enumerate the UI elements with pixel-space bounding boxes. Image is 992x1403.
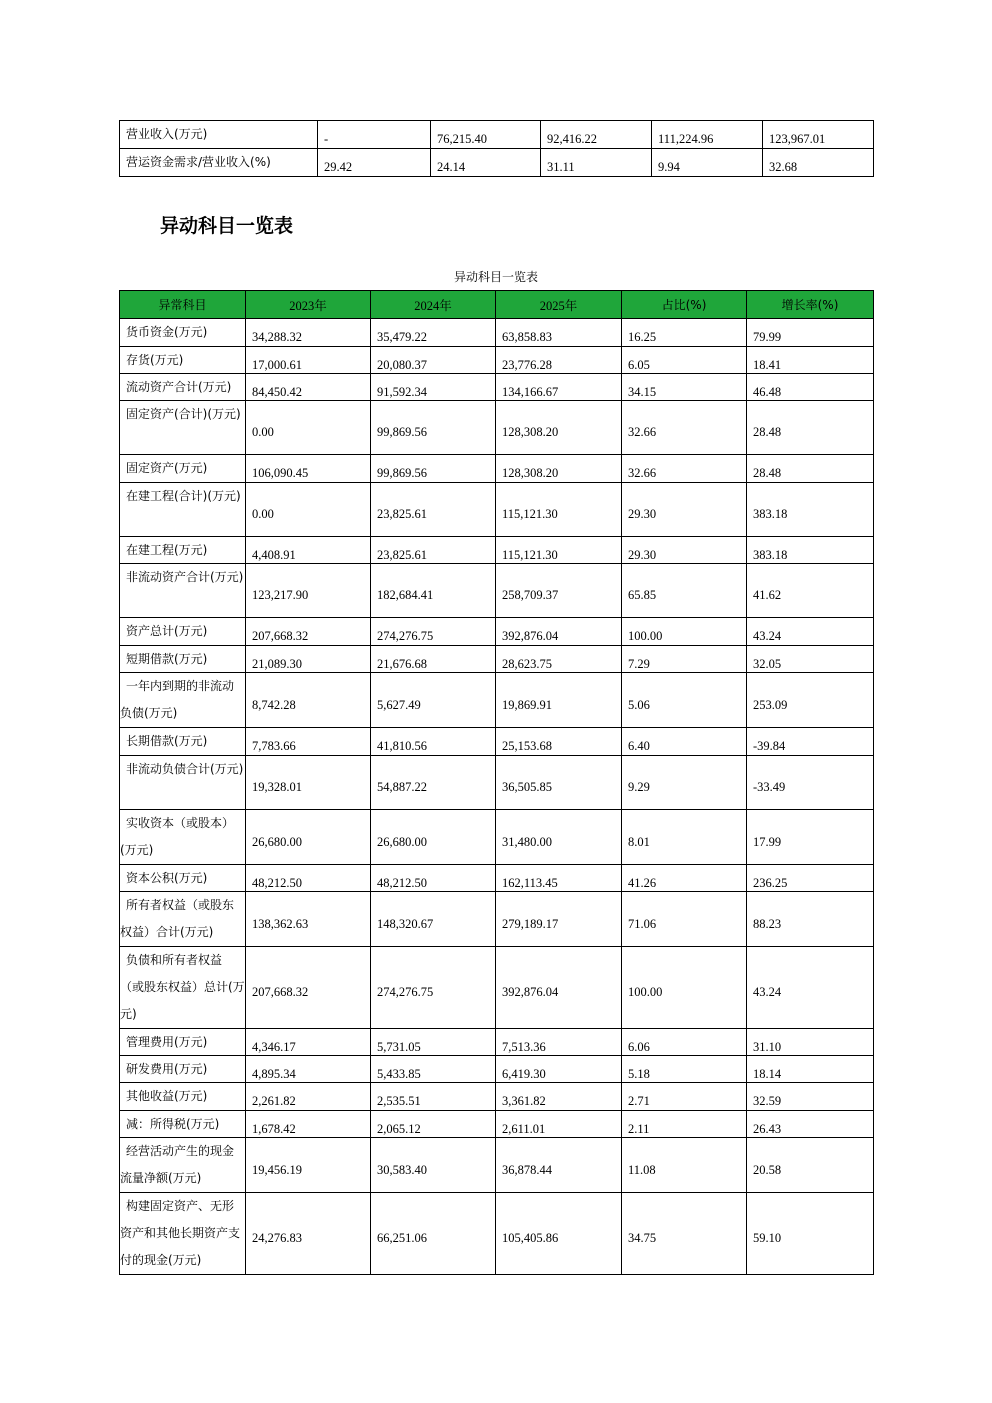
row-value: 88.23 [747, 892, 874, 947]
row-value: 46.48 [747, 374, 874, 401]
row-value: 34.15 [622, 374, 747, 401]
row-value: 29.30 [622, 537, 747, 564]
row-value: 29.42 [318, 149, 431, 177]
row-value: 4,895.34 [246, 1056, 371, 1083]
row-value: 41.62 [747, 564, 874, 618]
row-value: 31.11 [541, 149, 652, 177]
row-value: 21,676.68 [371, 646, 496, 673]
row-value: 19,328.01 [246, 756, 371, 810]
table-row [120, 483, 874, 537]
table-row [120, 947, 874, 1029]
table-row [120, 1029, 874, 1056]
row-value: 7,513.36 [496, 1029, 622, 1056]
row-value: 26.43 [747, 1111, 874, 1138]
row-value: - [318, 121, 431, 149]
row-value: 2,611.01 [496, 1111, 622, 1138]
row-value: 279,189.17 [496, 892, 622, 947]
row-value: 23,825.61 [371, 483, 496, 537]
row-value: 17.99 [747, 810, 874, 865]
row-value: 11.08 [622, 1138, 747, 1193]
row-value: 2,065.12 [371, 1111, 496, 1138]
row-value: 128,308.20 [496, 401, 622, 455]
row-label: 长期借款(万元) [120, 728, 246, 756]
row-value: 71.06 [622, 892, 747, 947]
row-value: 99,869.56 [371, 455, 496, 483]
row-value: 32.68 [763, 149, 874, 177]
row-value: 0.00 [246, 401, 371, 455]
row-value: 258,709.37 [496, 564, 622, 618]
row-value: 5,627.49 [371, 673, 496, 728]
row-label: 资本公积(万元) [120, 865, 246, 892]
row-value: 3,361.82 [496, 1083, 622, 1111]
row-label: 管理费用(万元) [120, 1029, 246, 1056]
row-value: 32.66 [622, 455, 747, 483]
row-label: 流动资产合计(万元) [120, 374, 246, 401]
row-label: 在建工程(万元) [120, 537, 246, 564]
table-row [120, 149, 874, 177]
row-value: 30,583.40 [371, 1138, 496, 1193]
row-value: 9.29 [622, 756, 747, 810]
row-value: 6.40 [622, 728, 747, 756]
table-caption: 异动科目一览表 [453, 270, 538, 284]
row-value: 32.59 [747, 1083, 874, 1111]
row-value: 111,224.96 [652, 121, 763, 149]
row-value: 48,212.50 [246, 865, 371, 892]
row-value: 5,731.05 [371, 1029, 496, 1056]
row-label: 其他收益(万元) [120, 1083, 246, 1111]
row-value: 19,456.19 [246, 1138, 371, 1193]
row-value: 148,320.67 [371, 892, 496, 947]
row-value: 7.29 [622, 646, 747, 673]
row-value: 392,876.04 [496, 947, 622, 1029]
row-value: 5,433.85 [371, 1056, 496, 1083]
row-value: 41,810.56 [371, 728, 496, 756]
row-value: 0.00 [246, 483, 371, 537]
header-share: 占比(%) [622, 291, 747, 319]
row-value: 253.09 [747, 673, 874, 728]
table-row [120, 1193, 874, 1275]
row-label: 存货(万元) [120, 347, 246, 374]
row-value: 105,405.86 [496, 1193, 622, 1275]
row-label: 所有者权益（或股东权益）合计(万元) [120, 892, 246, 947]
table-row [120, 892, 874, 947]
row-value: 7,783.66 [246, 728, 371, 756]
table-row [120, 121, 874, 149]
header-2024: 2024年 [371, 291, 496, 319]
row-value: 24.14 [431, 149, 541, 177]
row-value: -33.49 [747, 756, 874, 810]
row-value: 24,276.83 [246, 1193, 371, 1275]
row-value: 274,276.75 [371, 618, 496, 646]
row-label: 非流动负债合计(万元) [120, 756, 246, 810]
row-value: 76,215.40 [431, 121, 541, 149]
row-value: 115,121.30 [496, 483, 622, 537]
table-header-row [120, 291, 874, 319]
row-label: 资产总计(万元) [120, 618, 246, 646]
header-growth: 增长率(%) [747, 291, 874, 319]
row-value: 35,479.22 [371, 319, 496, 347]
anomaly-table [119, 290, 874, 1275]
row-label: 非流动资产合计(万元) [120, 564, 246, 618]
section-heading: 异动科目一览表 [160, 215, 294, 237]
row-value: 36,505.85 [496, 756, 622, 810]
row-label: 构建固定资产、无形资产和其他长期资产支付的现金(万元) [120, 1193, 246, 1275]
row-value: 5.06 [622, 673, 747, 728]
row-value: 2.71 [622, 1083, 747, 1111]
table-row [120, 1083, 874, 1111]
header-2023: 2023年 [246, 291, 371, 319]
row-value: 6,419.30 [496, 1056, 622, 1083]
row-value: 19,869.91 [496, 673, 622, 728]
table-row [120, 564, 874, 618]
table-row [120, 1056, 874, 1083]
table-row [120, 728, 874, 756]
row-value: 31,480.00 [496, 810, 622, 865]
row-value: 123,967.01 [763, 121, 874, 149]
row-label: 货币资金(万元) [120, 319, 246, 347]
row-label: 固定资产(合计)(万元) [120, 401, 246, 455]
row-label: 研发费用(万元) [120, 1056, 246, 1083]
row-value: 63,858.83 [496, 319, 622, 347]
row-value: 28,623.75 [496, 646, 622, 673]
row-value: 6.05 [622, 347, 747, 374]
row-value: 25,153.68 [496, 728, 622, 756]
table-row [120, 646, 874, 673]
row-label: 减：所得税(万元) [120, 1111, 246, 1138]
row-value: 128,308.20 [496, 455, 622, 483]
table-row [120, 673, 874, 728]
row-value: 123,217.90 [246, 564, 371, 618]
row-label: 经营活动产生的现金流量净额(万元) [120, 1138, 246, 1193]
row-value: 106,090.45 [246, 455, 371, 483]
row-value: 236.25 [747, 865, 874, 892]
row-value: 34,288.32 [246, 319, 371, 347]
row-value: 4,346.17 [246, 1029, 371, 1056]
row-value: 79.99 [747, 319, 874, 347]
row-value: 100.00 [622, 618, 747, 646]
row-value: 2.11 [622, 1111, 747, 1138]
table-row [120, 756, 874, 810]
row-value: 26,680.00 [371, 810, 496, 865]
row-value: 17,000.61 [246, 347, 371, 374]
row-value: 207,668.32 [246, 618, 371, 646]
row-value: 162,113.45 [496, 865, 622, 892]
table-row [120, 1138, 874, 1193]
row-value: 5.18 [622, 1056, 747, 1083]
row-value: 115,121.30 [496, 537, 622, 564]
row-label: 一年内到期的非流动负债(万元) [120, 673, 246, 728]
row-value: 8,742.28 [246, 673, 371, 728]
table-row [120, 319, 874, 347]
top-table [119, 120, 874, 177]
row-value: 29.30 [622, 483, 747, 537]
row-value: 134,166.67 [496, 374, 622, 401]
row-value: 16.25 [622, 319, 747, 347]
row-value: 18.14 [747, 1056, 874, 1083]
row-value: 138,362.63 [246, 892, 371, 947]
row-value: 36,878.44 [496, 1138, 622, 1193]
row-value: 2,535.51 [371, 1083, 496, 1111]
row-value: 66,251.06 [371, 1193, 496, 1275]
row-value: 4,408.91 [246, 537, 371, 564]
row-value: 9.94 [652, 149, 763, 177]
row-label: 负债和所有者权益（或股东权益）总计(万元) [120, 947, 246, 1029]
table-row [120, 401, 874, 455]
row-value: 43.24 [747, 947, 874, 1029]
table-row [120, 865, 874, 892]
row-value: 84,450.42 [246, 374, 371, 401]
row-value: 99,869.56 [371, 401, 496, 455]
row-value: 31.10 [747, 1029, 874, 1056]
row-label: 在建工程(合计)(万元) [120, 483, 246, 537]
row-value: 207,668.32 [246, 947, 371, 1029]
row-value: 182,684.41 [371, 564, 496, 618]
table-row [120, 347, 874, 374]
row-label: 短期借款(万元) [120, 646, 246, 673]
table-row [120, 374, 874, 401]
row-value: 41.26 [622, 865, 747, 892]
row-value: 274,276.75 [371, 947, 496, 1029]
row-value: 43.24 [747, 618, 874, 646]
row-value: 392,876.04 [496, 618, 622, 646]
table-row [120, 455, 874, 483]
row-value: 100.00 [622, 947, 747, 1029]
row-value: 92,416.22 [541, 121, 652, 149]
row-value: 8.01 [622, 810, 747, 865]
row-value: 65.85 [622, 564, 747, 618]
row-value: 48,212.50 [371, 865, 496, 892]
row-value: 32.05 [747, 646, 874, 673]
row-value: 18.41 [747, 347, 874, 374]
row-value: 34.75 [622, 1193, 747, 1275]
row-value: 91,592.34 [371, 374, 496, 401]
row-value: 2,261.82 [246, 1083, 371, 1111]
header-2025: 2025年 [496, 291, 622, 319]
row-value: 21,089.30 [246, 646, 371, 673]
row-value: 23,825.61 [371, 537, 496, 564]
row-value: 28.48 [747, 455, 874, 483]
row-value: 20.58 [747, 1138, 874, 1193]
row-value: 6.06 [622, 1029, 747, 1056]
row-value: 59.10 [747, 1193, 874, 1275]
row-label: 固定资产(万元) [120, 455, 246, 483]
row-value: 383.18 [747, 537, 874, 564]
table-row [120, 618, 874, 646]
row-label: 营运资金需求/营业收入(%) [120, 149, 318, 177]
row-value: 20,080.37 [371, 347, 496, 374]
row-value: 28.48 [747, 401, 874, 455]
table-row [120, 1111, 874, 1138]
row-value: 54,887.22 [371, 756, 496, 810]
row-label: 营业收入(万元) [120, 121, 318, 149]
row-value: 23,776.28 [496, 347, 622, 374]
header-subject: 异常科目 [120, 291, 246, 319]
table-row [120, 810, 874, 865]
row-value: 383.18 [747, 483, 874, 537]
row-label: 实收资本（或股本）(万元) [120, 810, 246, 865]
row-value: 32.66 [622, 401, 747, 455]
row-value: 26,680.00 [246, 810, 371, 865]
row-value: 1,678.42 [246, 1111, 371, 1138]
row-value: -39.84 [747, 728, 874, 756]
table-row [120, 537, 874, 564]
